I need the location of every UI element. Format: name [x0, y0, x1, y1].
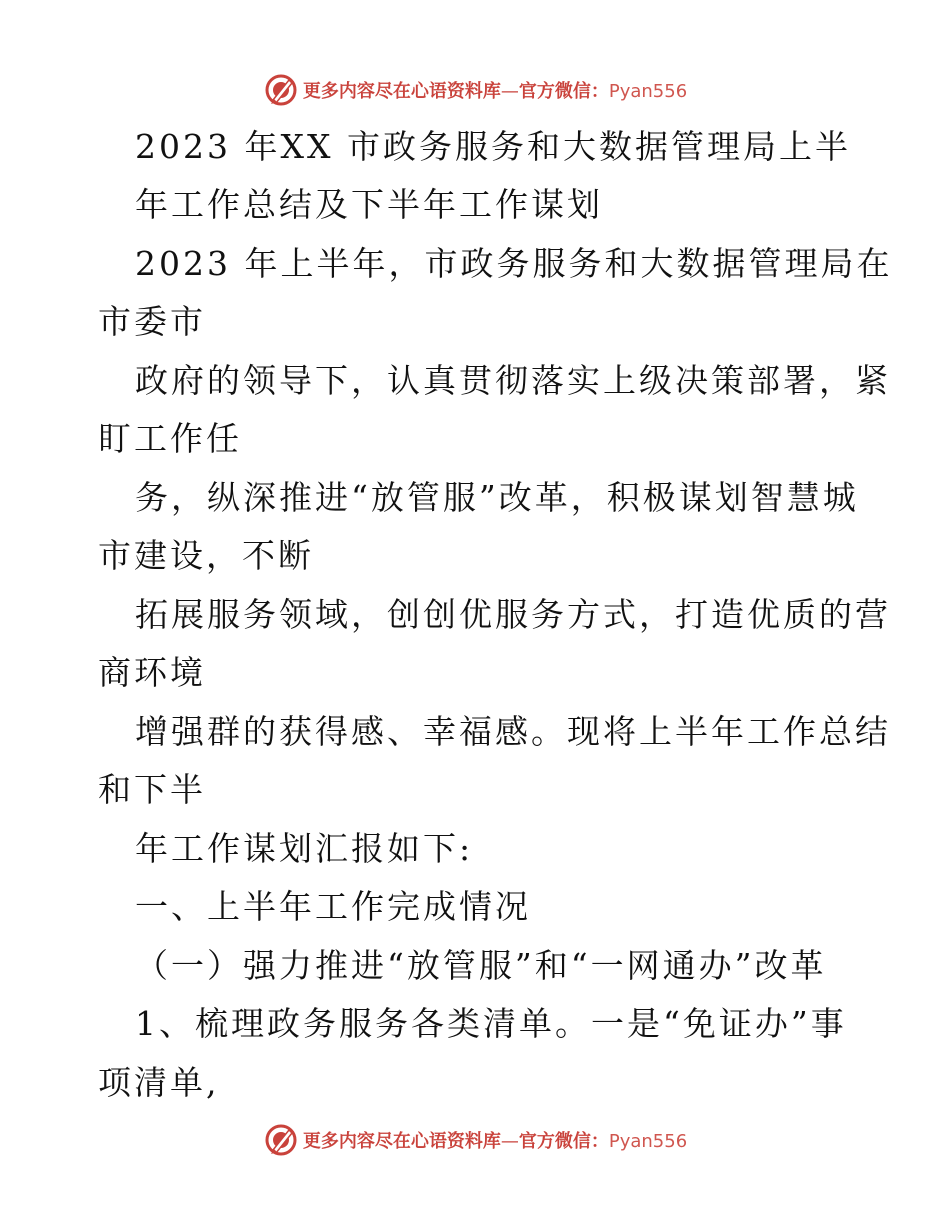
paragraph-line: 和下半 [98, 770, 206, 809]
pen-logo-icon [263, 1122, 299, 1158]
watermark-main: 更多内容尽在心语资料库 [302, 1131, 501, 1152]
watermark-sub: 官方微信： [518, 81, 609, 102]
paragraph-line: 商环境 [98, 653, 206, 692]
paragraph-line: 盯工作任 [98, 419, 242, 458]
paragraph-line: 2023 年上半年，市政务服务和大数据管理局在 [135, 244, 893, 283]
section-heading: 一、上半年工作完成情况 [135, 887, 531, 926]
watermark-separator: — [500, 81, 519, 102]
title-line-2: 年工作总结及下半年工作谋划 [135, 185, 603, 224]
paragraph-line: 市委市 [98, 302, 206, 341]
watermark-id: Pyan556 [608, 1131, 688, 1152]
title-line-1: 2023 年XX 市政务服务和大数据管理局上半 [135, 127, 851, 166]
footer-watermark [0, 1120, 950, 1160]
watermark-sub: 官方微信： [518, 1131, 609, 1152]
paragraph-line: 增强群的获得感、幸福感。现将上半年工作总结 [135, 712, 891, 751]
watermark-separator: — [500, 1131, 519, 1152]
paragraph-line: 务，纵深推进“放管服”改革，积极谋划智慧城 [135, 478, 859, 517]
watermark-text [303, 77, 687, 103]
pen-logo-icon [263, 72, 299, 108]
paragraph-line: 1、梳理政务服务各类清单。一是“免证办”事 [135, 1004, 847, 1043]
subsection-heading: （一）强力推进“放管服”和“一网通办”改革 [135, 946, 827, 985]
paragraph-line: 拓展服务领域，创创优服务方式，打造优质的营 [135, 595, 891, 634]
watermark-text [303, 1127, 687, 1153]
paragraph-line: 项清单, [98, 1063, 220, 1102]
watermark-main: 更多内容尽在心语资料库 [302, 81, 501, 102]
paragraph-line: 政府的领导下，认真贯彻落实上级决策部署，紧 [135, 361, 891, 400]
paragraph-line: 市建设，不断 [98, 536, 314, 575]
paragraph-line: 年工作谋划汇报如下: [135, 829, 474, 868]
watermark-id: Pyan556 [608, 81, 688, 102]
header-watermark [0, 70, 950, 110]
